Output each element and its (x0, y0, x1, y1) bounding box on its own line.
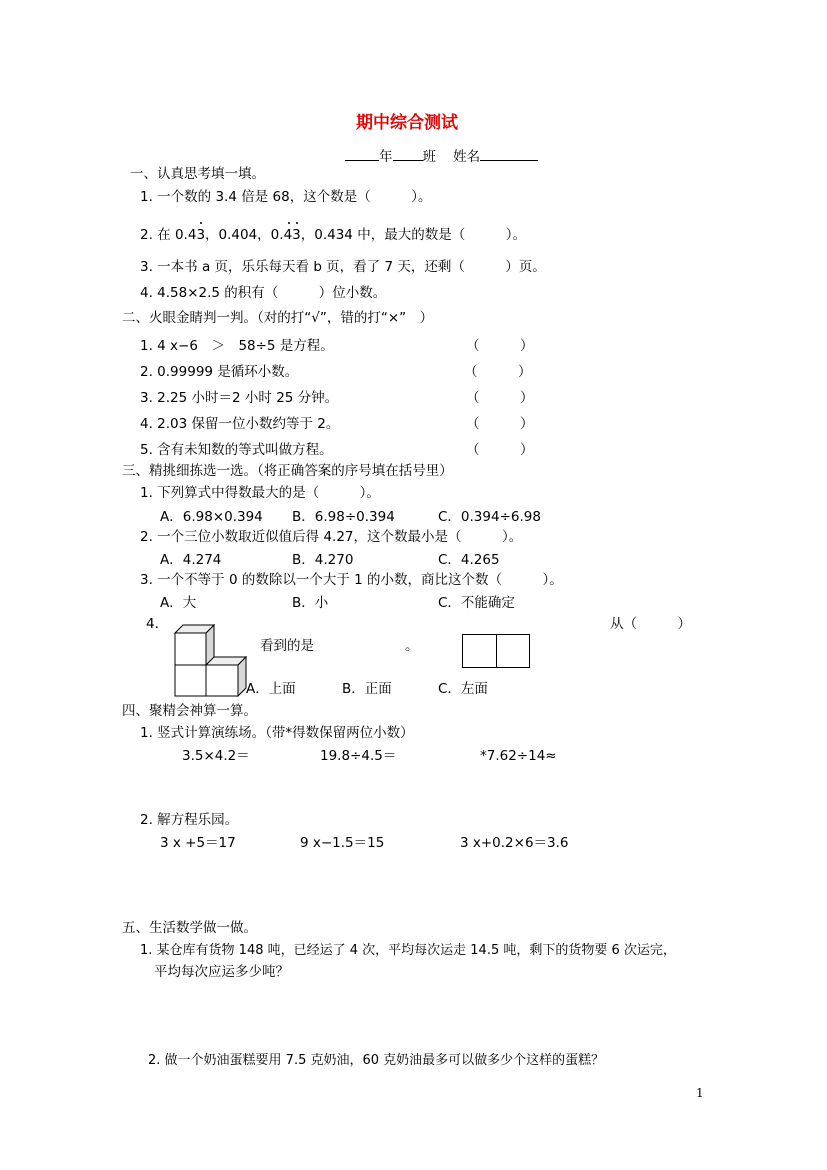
s2-answer-paren-1[interactable]: （ ） (466, 338, 534, 354)
repeat-dot (296, 222, 298, 224)
s3-q3-option-a[interactable]: A．大 (160, 595, 197, 611)
s2-item-5: 5. 含有未知数的等式叫做方程。 (140, 442, 333, 458)
s3-q2-option-b[interactable]: B．4.270 (292, 552, 354, 568)
name-label: 姓名 (453, 149, 481, 165)
s4-calc-2: 19.8÷4.5＝ (320, 748, 397, 764)
s3-q4-period: 。 (405, 638, 419, 654)
s3-q3-option-b[interactable]: B．小 (292, 595, 329, 611)
s3-question-4-number: 4． (146, 616, 169, 632)
year-label: 年 (379, 149, 393, 165)
section-1-heading: 一、认真思考填一填。 (130, 166, 265, 182)
s4-equation-3: 3 x+0.2×6＝3.6 (460, 835, 569, 851)
s5-question-1-line-1: 1. 某仓库有货物 148 吨，已经运了 4 次，平均每次运走 14.5 吨，剩下的货物要 6 次运完， (140, 943, 676, 958)
repeat-dot (200, 222, 202, 224)
s3-q4-seen-text: 看到的是 (260, 638, 314, 654)
s3-q4-option-c[interactable]: C．左面 (438, 681, 488, 697)
s3-q3-option-c[interactable]: C．不能确定 (438, 595, 515, 611)
s4-equation-2: 9 x−1.5＝15 (300, 835, 385, 851)
s3-question-2: 2. 一个三位小数取近似值后得 4.27，这个数最小是（ ）。 (140, 529, 523, 545)
s2-answer-paren-3[interactable]: （ ） (466, 390, 534, 406)
section-5-heading: 五、生活数学做一做。 (122, 920, 257, 936)
s4-calc-1: 3.5×4.2＝ (182, 748, 250, 764)
s4-calc-3: *7.62÷14≈ (480, 748, 557, 764)
s3-question-1: 1. 下列算式中得数最大的是（ ）。 (140, 485, 380, 501)
s3-question-3: 3. 一个不等于 0 的数除以一个大于 1 的小数，商比这个数（ ）。 (140, 572, 563, 588)
class-label: 班 (422, 149, 436, 165)
s5-question-2: 2. 做一个奶油蛋糕要用 7.5 克奶油，60 克奶油最多可以做多少个这样的蛋糕？ (148, 1053, 605, 1068)
s4-question-1: 1. 竖式计算演练场。（带*得数保留两位小数） (140, 725, 414, 741)
s2-answer-paren-4[interactable]: （ ） (466, 416, 534, 432)
s2-item-3: 3. 2.25 小时＝2 小时 25 分钟。 (140, 390, 339, 406)
q2-text-start: 2. 在 0.4 (140, 227, 197, 243)
s2-item-2: 2. 0.99999 是循环小数。 (140, 364, 299, 380)
s1-question-4: 4. 4.58×2.5 的积有（ ）位小数。 (140, 285, 387, 301)
repeating-digit-3b: 3 (292, 227, 301, 243)
name-blank[interactable] (480, 148, 538, 161)
s1-question-2 (140, 229, 526, 243)
s1-question-3: 3. 一本书 a 页，乐乐每天看 b 页，看了 7 天，还剩（ ）页。 (140, 259, 546, 275)
s5-question-1-line-2: 平均每次应运多少吨？ (154, 964, 289, 980)
repeating-digit-3: 3 (196, 227, 205, 243)
class-blank[interactable] (393, 148, 423, 161)
s3-q1-option-c[interactable]: C．0.394÷6.98 (438, 509, 541, 525)
section-4-heading: 四、聚精会神算一算。 (122, 703, 257, 719)
front-view-shape (462, 634, 530, 670)
s1-question-1: 1. 一个数的 3.4 倍是 68，这个数是（ ）。 (140, 189, 432, 205)
s3-q4-option-b[interactable]: B．正面 (342, 681, 392, 697)
year-blank[interactable] (345, 148, 379, 161)
s3-q4-from-paren[interactable]: 从（ ） (610, 616, 691, 632)
q2-text-mid: ，0.404，0. (205, 227, 284, 243)
s2-answer-paren-2[interactable]: （ ） (464, 364, 532, 380)
s3-q2-option-a[interactable]: A．4.274 (160, 552, 222, 568)
repeating-digit-4: 4 (284, 227, 293, 243)
q2-text-end: ，0.434 中，最大的数是（ ）。 (300, 227, 526, 243)
s3-q2-option-c[interactable]: C．4.265 (438, 552, 500, 568)
s3-q1-option-b[interactable]: B．6.98÷0.394 (292, 509, 395, 525)
cubes-figure (170, 622, 252, 698)
page-title: 期中综合测试 (356, 113, 458, 133)
section-3-heading: 三、精挑细拣选一选。（将正确答案的序号填在括号里） (122, 463, 453, 479)
student-info-line (345, 148, 538, 165)
s2-item-1: 1. 4 x−6 ＞ 58÷5 是方程。 (140, 338, 334, 354)
section-2-heading: 二、火眼金睛判一判。（对的打“√”，错的打“×” ） (122, 310, 434, 326)
repeat-dot (288, 222, 290, 224)
s4-question-2: 2. 解方程乐园。 (140, 812, 239, 828)
s4-equation-1: 3 x +5＝17 (160, 835, 236, 851)
page-number: 1 (696, 1086, 704, 1100)
s3-q4-option-a[interactable]: A．上面 (246, 681, 296, 697)
s3-q1-option-a[interactable]: A．6.98×0.394 (160, 509, 263, 525)
s2-item-4: 4. 2.03 保留一位小数约等于 2。 (140, 416, 340, 432)
s2-answer-paren-5[interactable]: （ ） (466, 442, 534, 458)
